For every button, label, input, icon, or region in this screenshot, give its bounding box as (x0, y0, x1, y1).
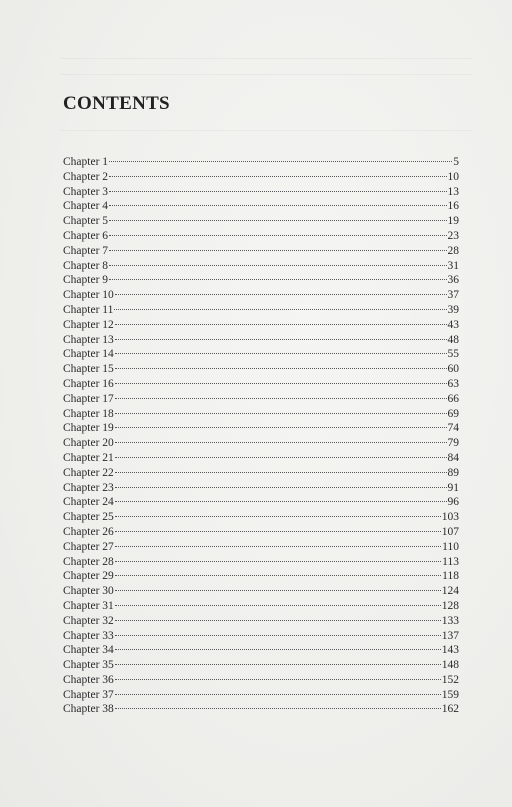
toc-entry-label: Chapter 24 (63, 496, 114, 509)
show-through-line (60, 58, 472, 59)
toc-entry (63, 318, 459, 333)
toc-entry-page-number: 19 (447, 215, 459, 228)
toc-entry-page-number: 113 (442, 555, 459, 568)
toc-entry (63, 244, 459, 259)
toc-entry-page-number: 84 (447, 451, 459, 464)
toc-entry (63, 495, 459, 510)
toc-dot-leader (115, 663, 441, 665)
toc-entry (63, 466, 459, 481)
toc-entry (63, 273, 459, 288)
toc-entry (63, 407, 459, 422)
toc-entry-label: Chapter 27 (63, 540, 114, 553)
toc-entry (63, 702, 459, 717)
toc-entry (63, 673, 459, 688)
toc-entry-label: Chapter 35 (63, 659, 114, 672)
toc-dot-leader (115, 441, 447, 443)
toc-entry-label: Chapter 20 (63, 437, 114, 450)
toc-entry (63, 525, 459, 540)
toc-entry-label: Chapter 2 (63, 170, 109, 183)
toc-entry (63, 170, 459, 185)
toc-entry-label: Chapter 21 (63, 451, 114, 464)
toc-entry (63, 288, 459, 303)
toc-entry-page-number: 63 (447, 377, 459, 390)
toc-entry (63, 362, 459, 377)
toc-dot-leader (115, 352, 447, 354)
toc-entry-page-number: 124 (441, 585, 459, 598)
toc-entry (63, 643, 459, 658)
toc-entry-page-number: 162 (441, 703, 459, 716)
toc-entry-label: Chapter 8 (63, 259, 109, 272)
toc-entry (63, 303, 459, 318)
toc-dot-leader (115, 412, 447, 414)
toc-entry (63, 584, 459, 599)
toc-entry-page-number: 137 (441, 629, 459, 642)
toc-entry-label: Chapter 23 (63, 481, 114, 494)
toc-entry-page-number: 66 (447, 392, 459, 405)
toc-entry (63, 229, 459, 244)
toc-entry (63, 599, 459, 614)
toc-dot-leader (115, 456, 447, 458)
toc-dot-leader (115, 693, 441, 695)
toc-dot-leader (109, 160, 452, 162)
toc-entry (63, 155, 459, 170)
toc-entry-page-number: 60 (447, 363, 459, 376)
toc-entry-label: Chapter 4 (63, 200, 109, 213)
toc-entry-label: Chapter 26 (63, 525, 114, 538)
toc-dot-leader (115, 648, 441, 650)
toc-entry-page-number: 96 (447, 496, 459, 509)
toc-entry-page-number: 10 (447, 170, 459, 183)
toc-entry (63, 451, 459, 466)
toc-dot-leader (115, 338, 447, 340)
toc-entry (63, 259, 459, 274)
toc-entry (63, 377, 459, 392)
toc-dot-leader (115, 382, 447, 384)
toc-entry-page-number: 91 (447, 481, 459, 494)
toc-entry-page-number: 107 (441, 525, 459, 538)
toc-entry-label: Chapter 34 (63, 644, 114, 657)
toc-entry (63, 214, 459, 229)
toc-entry-label: Chapter 11 (63, 303, 114, 316)
toc-dot-leader (115, 426, 447, 428)
toc-entry-label: Chapter 12 (63, 318, 114, 331)
toc-entry-page-number: 43 (447, 318, 459, 331)
toc-entry-label: Chapter 13 (63, 333, 114, 346)
toc-entry-page-number: 16 (447, 200, 459, 213)
toc-dot-leader (115, 574, 441, 576)
toc-entry-page-number: 89 (447, 466, 459, 479)
toc-entry-label: Chapter 33 (63, 629, 114, 642)
toc-entry-page-number: 23 (447, 229, 459, 242)
toc-dot-leader (109, 190, 446, 192)
toc-entry-label: Chapter 37 (63, 688, 114, 701)
toc-dot-leader (115, 293, 447, 295)
toc-entry (63, 392, 459, 407)
toc-entry-page-number: 152 (441, 673, 459, 686)
toc-entry-page-number: 28 (447, 244, 459, 257)
toc-entry-page-number: 103 (441, 511, 459, 524)
toc-dot-leader (109, 219, 446, 221)
toc-entry-page-number: 55 (447, 348, 459, 361)
toc-dot-leader (115, 530, 441, 532)
toc-dot-leader (109, 204, 446, 206)
toc-entry-label: Chapter 29 (63, 570, 114, 583)
toc-entry-label: Chapter 5 (63, 215, 109, 228)
page-title: CONTENTS (63, 93, 170, 114)
toc-dot-leader (109, 278, 446, 280)
toc-entry (63, 614, 459, 629)
toc-entry (63, 199, 459, 214)
toc-entry-label: Chapter 38 (63, 703, 114, 716)
toc-entry (63, 436, 459, 451)
toc-dot-leader (115, 619, 441, 621)
toc-entry-label: Chapter 16 (63, 377, 114, 390)
toc-entry (63, 540, 459, 555)
toc-dot-leader (115, 678, 441, 680)
toc-entry (63, 629, 459, 644)
toc-entry-label: Chapter 25 (63, 511, 114, 524)
toc-dot-leader (115, 397, 447, 399)
toc-entry-label: Chapter 7 (63, 244, 109, 257)
toc-entry (63, 569, 459, 584)
toc-entry-label: Chapter 31 (63, 599, 114, 612)
toc-entry-label: Chapter 19 (63, 422, 114, 435)
toc-dot-leader (109, 249, 446, 251)
show-through-line (60, 74, 472, 75)
toc-entry-label: Chapter 17 (63, 392, 114, 405)
toc-entry (63, 421, 459, 436)
toc-entry-label: Chapter 3 (63, 185, 109, 198)
toc-entry-page-number: 13 (447, 185, 459, 198)
toc-entry-page-number: 79 (447, 437, 459, 450)
toc-entry-label: Chapter 6 (63, 229, 109, 242)
toc-entry-page-number: 143 (441, 644, 459, 657)
toc-entry (63, 658, 459, 673)
toc-entry (63, 510, 459, 525)
toc-entry-label: Chapter 15 (63, 363, 114, 376)
toc-dot-leader (115, 634, 441, 636)
toc-entry-page-number: 5 (453, 156, 459, 168)
show-through-line (60, 130, 472, 131)
toc-dot-leader (115, 323, 447, 325)
toc-entry-page-number: 74 (447, 422, 459, 435)
toc-entry-label: Chapter 32 (63, 614, 114, 627)
toc-dot-leader (115, 500, 447, 502)
toc-dot-leader (115, 604, 441, 606)
toc-entry-page-number: 148 (441, 659, 459, 672)
toc-entry-label: Chapter 9 (63, 274, 109, 287)
toc-entry-page-number: 31 (447, 259, 459, 272)
toc-entry-label: Chapter 30 (63, 585, 114, 598)
toc-dot-leader (115, 589, 441, 591)
toc-entry (63, 688, 459, 703)
toc-entry-label: Chapter 28 (63, 555, 114, 568)
toc-entry-page-number: 37 (447, 289, 459, 302)
toc-entry-page-number: 118 (442, 570, 459, 583)
toc-entry-page-number: 48 (447, 333, 459, 346)
toc-dot-leader (115, 486, 447, 488)
toc-entry-label: Chapter 1 (63, 156, 109, 168)
toc-dot-leader (109, 175, 446, 177)
toc-entry-page-number: 69 (447, 407, 459, 420)
toc-entry-label: Chapter 36 (63, 673, 114, 686)
toc-entry-page-number: 110 (442, 540, 459, 553)
toc-dot-leader (115, 471, 447, 473)
toc-entry-label: Chapter 10 (63, 289, 114, 302)
toc-dot-leader (115, 545, 441, 547)
toc-entry-page-number: 128 (441, 599, 459, 612)
table-of-contents (63, 155, 459, 717)
toc-entry-page-number: 159 (441, 688, 459, 701)
toc-entry (63, 481, 459, 496)
toc-entry-label: Chapter 14 (63, 348, 114, 361)
toc-dot-leader (109, 264, 446, 266)
toc-entry (63, 333, 459, 348)
toc-dot-leader (114, 308, 446, 310)
toc-entry-page-number: 133 (441, 614, 459, 627)
toc-dot-leader (109, 234, 446, 236)
toc-dot-leader (115, 707, 441, 709)
toc-entry-label: Chapter 22 (63, 466, 114, 479)
toc-dot-leader (115, 367, 447, 369)
toc-entry-page-number: 36 (447, 274, 459, 287)
toc-entry (63, 185, 459, 200)
toc-entry (63, 555, 459, 570)
toc-dot-leader (115, 560, 441, 562)
toc-dot-leader (115, 515, 441, 517)
toc-entry (63, 347, 459, 362)
toc-entry-page-number: 39 (447, 303, 459, 316)
toc-entry-label: Chapter 18 (63, 407, 114, 420)
